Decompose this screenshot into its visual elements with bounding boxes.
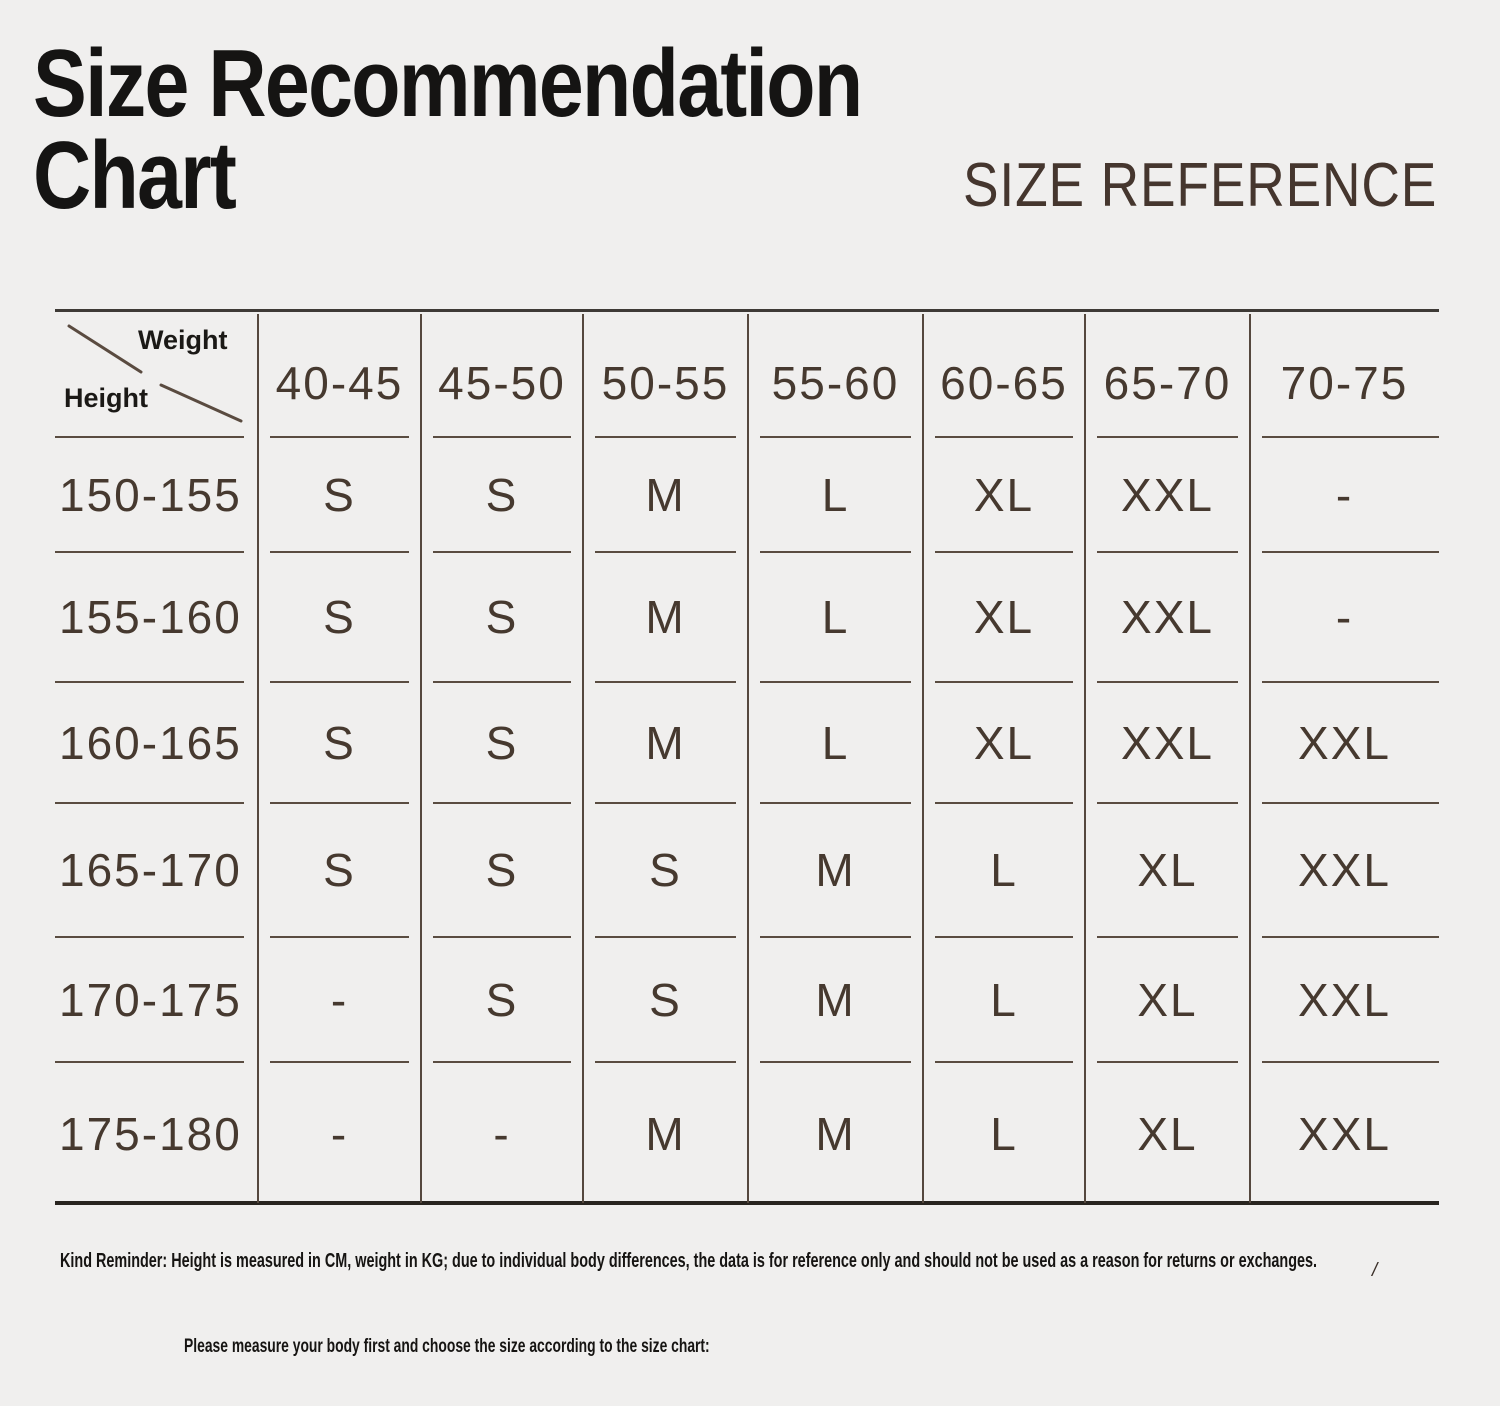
size-cell: S: [583, 937, 748, 1062]
weight-header-55-60: 55-60: [748, 309, 923, 437]
size-table-grid: [55, 309, 1439, 1205]
size-cell: S: [421, 803, 583, 937]
size-cell: M: [815, 1107, 856, 1160]
size-cell: S: [421, 937, 583, 1062]
height-row-label: 160-165: [55, 682, 258, 803]
size-cell: XL: [923, 682, 1085, 803]
measure-instruction-note: Please measure your body first and choose the size according to the size chart:: [184, 1336, 710, 1357]
size-cell: M: [583, 552, 748, 682]
height-axis-label: Height: [64, 383, 148, 413]
size-cell: L: [923, 937, 1085, 1062]
size-cell: XL: [1137, 1107, 1198, 1160]
size-cell: -: [1250, 552, 1439, 682]
weight-axis-label: Weight: [138, 325, 228, 355]
size-cell: M: [583, 437, 748, 552]
size-cell: M: [583, 682, 748, 803]
size-cell: S: [258, 552, 421, 682]
size-cell: XL: [923, 437, 1085, 552]
weight-header-45-50: 45-50: [421, 309, 583, 437]
weight-header-40-45: 40-45: [258, 309, 421, 437]
size-cell: XL: [923, 552, 1085, 682]
size-cell: L: [748, 682, 923, 803]
size-cell: S: [421, 682, 583, 803]
page-title: [33, 30, 862, 229]
weight-header-65-70: 65-70: [1085, 309, 1250, 437]
size-cell: M: [645, 1107, 686, 1160]
height-row-label: 175-180: [59, 1107, 242, 1160]
page-title-line1: Size Recommendation: [33, 30, 862, 137]
kind-reminder-note: Kind Reminder: Height is measured in CM, weight in KG; due to individual body differences, the data is for reference only and should not be used as a reason for returns or exchanges.: [60, 1250, 1318, 1272]
size-cell: M: [748, 937, 923, 1062]
size-reference-heading: SIZE REFERENCE: [963, 151, 1438, 220]
size-cell: XXL: [1250, 682, 1439, 803]
table-corner-cell: [55, 309, 258, 437]
size-cell: XXL: [1250, 803, 1439, 937]
size-cell: S: [583, 803, 748, 937]
size-cell: XXL: [1085, 552, 1250, 682]
size-cell: L: [748, 552, 923, 682]
size-cell: L: [923, 803, 1085, 937]
size-cell: S: [258, 803, 421, 937]
weight-header-50-55: 50-55: [583, 309, 748, 437]
size-cell: M: [748, 803, 923, 937]
size-cell: -: [258, 937, 421, 1062]
size-table: [55, 309, 1439, 1205]
size-cell: S: [421, 437, 583, 552]
size-cell: -: [493, 1107, 511, 1160]
size-cell: XXL: [1085, 682, 1250, 803]
size-cell: L: [748, 437, 923, 552]
page-title-line2: Chart: [33, 122, 236, 229]
stray-mark: /: [1372, 1260, 1378, 1281]
height-row-label: 155-160: [55, 552, 258, 682]
size-cell: S: [421, 552, 583, 682]
size-cell: -: [330, 1107, 349, 1160]
height-row-label: 165-170: [55, 803, 258, 937]
height-row-label: 150-155: [55, 437, 258, 552]
size-cell: XXL: [1250, 937, 1439, 1062]
size-cell: XL: [1085, 803, 1250, 937]
size-cell: L: [990, 1107, 1018, 1160]
size-cell: -: [1250, 437, 1439, 552]
size-cell: XXL: [1298, 1107, 1391, 1160]
size-cell: XXL: [1085, 437, 1250, 552]
weight-header-70-75: 70-75: [1250, 309, 1439, 437]
size-cell: XL: [1085, 937, 1250, 1062]
weight-header-60-65: 60-65: [923, 309, 1085, 437]
height-row-label: 170-175: [55, 937, 258, 1062]
size-cell: S: [258, 682, 421, 803]
size-cell: S: [258, 437, 421, 552]
